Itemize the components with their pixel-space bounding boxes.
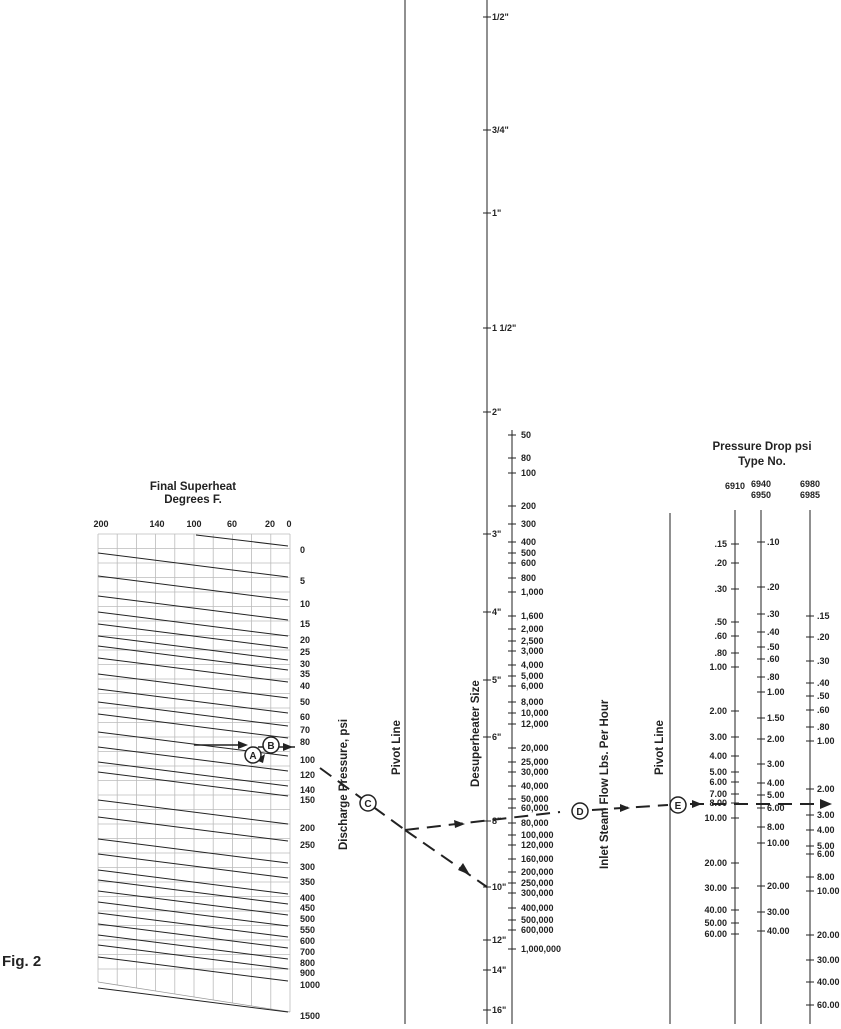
scale-6980-label: 10.00 (817, 886, 840, 896)
scale-6910-label: 20.00 (704, 858, 727, 868)
scale-6940-label: 8.00 (767, 822, 785, 832)
desuperheater-ticks (483, 12, 516, 1015)
discharge-pressure-label: 400 (300, 893, 316, 903)
discharge-pressure-label: 100 (300, 755, 316, 765)
scale-6910-label: 2.00 (709, 706, 727, 716)
steam-flow-label: 160,000 (521, 854, 554, 864)
arrow-after-e (692, 800, 702, 808)
discharge-pressure-label: 1000 (300, 980, 321, 990)
discharge-pressure-label: 700 (300, 947, 316, 957)
steam-flow-label: 1,000,000 (521, 944, 562, 954)
steam-flow-label: 10,000 (521, 708, 549, 718)
figure-label: Fig. 2 (2, 953, 42, 970)
discharge-pressure-label: 40 (300, 681, 311, 691)
scale-6910-label: .20 (714, 558, 727, 568)
superheat-label-140: 140 (149, 519, 165, 529)
scale-6910-label: 30.00 (704, 883, 727, 893)
point-e (670, 797, 686, 813)
scale-6980-label: 30.00 (817, 955, 840, 965)
steam-flow-label: 600 (521, 558, 537, 568)
discharge-pressure-label: 70 (300, 725, 311, 735)
discharge-pressure-label: 140 (300, 785, 316, 795)
discharge-pressure-label: 500 (300, 914, 316, 924)
steam-flow-label: 300 (521, 519, 537, 529)
steam-flow-label: 4,000 (521, 660, 544, 670)
scale-6980-label: 40.00 (817, 977, 840, 987)
scale-6980-label: 3.00 (817, 810, 835, 820)
desuperheater-label: 14" (492, 965, 507, 975)
type-6980-label: 6980 (799, 479, 821, 489)
steam-flow-label: 1,000 (521, 587, 544, 597)
scale-6910-label: .50 (714, 617, 727, 627)
type-6985-label: 6985 (799, 490, 821, 500)
pressure-line (98, 880, 288, 904)
discharge-pressure-label: 900 (300, 968, 316, 978)
steam-flow-label: 100 (521, 468, 537, 478)
pressure-line (98, 913, 288, 937)
scale-6980-label: .20 (817, 632, 830, 642)
scale-6980-label: 2.00 (817, 784, 835, 794)
pressure-line (98, 596, 288, 620)
superheat-grid (98, 534, 290, 1012)
scale-6980-label: 8.00 (817, 872, 835, 882)
steam-flow-label: 50,000 (521, 794, 549, 804)
arrow-to-10in (458, 863, 470, 875)
steam-flow-label: 1,600 (521, 611, 544, 621)
superheat-label-60: 60 (226, 519, 238, 529)
arrow-to-pivot2 (620, 804, 630, 812)
steam-flow-label: 5,000 (521, 671, 544, 681)
svg-text:C: C (364, 799, 372, 810)
scale-6940-label: 4.00 (767, 778, 785, 788)
svg-text:D: D (576, 807, 584, 818)
scale-6980-label: 20.00 (817, 930, 840, 940)
pressure-line (98, 839, 288, 863)
pressure-line (98, 636, 288, 660)
svg-text:E: E (674, 801, 682, 812)
pressure-line (98, 714, 288, 738)
desuperheater-label: 2" (492, 407, 502, 417)
svg-text:B: B (267, 741, 275, 752)
discharge-pressure-label: 5 (300, 576, 306, 586)
svg-text:A: A (249, 751, 257, 762)
discharge-pressure-label: 300 (300, 862, 316, 872)
scale-6980-label: .15 (817, 611, 830, 621)
scale-6940-label: 5.00 (767, 790, 785, 800)
pressure-line (98, 854, 288, 878)
pressure-line (98, 576, 288, 600)
steam-flow-label: 200,000 (521, 867, 554, 877)
scale-6910-label: 5.00 (709, 767, 727, 777)
discharge-pressure-label: 15 (300, 619, 311, 629)
superheat-top-labels (93, 519, 291, 529)
scale-6980-label: .30 (817, 656, 830, 666)
scale-6910-label: .30 (714, 584, 727, 594)
discharge-pressure-label: 25 (300, 647, 311, 657)
steam-flow-label: 200 (521, 501, 537, 511)
scale-6940-label: .80 (767, 672, 780, 682)
scale-6980-label: .80 (817, 722, 830, 732)
arrow-end (820, 799, 832, 809)
discharge-pressure-label: 0 (300, 545, 306, 555)
discharge-pressure-label: 150 (300, 795, 316, 805)
superheat-label-0: 0 (286, 519, 292, 529)
type-6950-label: 6950 (750, 490, 772, 500)
discharge-pressure-label: 120 (300, 770, 316, 780)
superheat-label-200: 200 (93, 519, 109, 529)
steam-flow-label: 2,500 (521, 636, 544, 646)
scale-6910-label: 3.00 (709, 732, 727, 742)
scale-6940-label: .40 (767, 627, 780, 637)
point-b (263, 737, 279, 753)
pressure-line (98, 553, 288, 577)
discharge-pressure-label: 50 (300, 697, 311, 707)
steam-flow-label: 40,000 (521, 781, 549, 791)
steam-flow-label: 500,000 (521, 915, 554, 925)
point-c (360, 795, 376, 811)
superheat-title-2: Degrees F. (164, 494, 222, 506)
scale-6940-label: 40.00 (767, 926, 790, 936)
desuperheater-label: 10" (492, 882, 507, 892)
scale-6940-label: 2.00 (767, 734, 785, 744)
pressure-line (98, 945, 288, 969)
desuperheater-label: 1/2" (492, 12, 509, 22)
pressure-line (98, 891, 288, 915)
desuperheater-title: Desuperheater Size (470, 680, 482, 787)
discharge-pressure-label: 20 (300, 635, 311, 645)
scale-6910-label: .60 (714, 631, 727, 641)
desuperheater-label: 3" (492, 529, 502, 539)
scale-6980-label: .40 (817, 678, 830, 688)
pressure-line (98, 924, 288, 948)
steam-flow-label: 6,000 (521, 681, 544, 691)
scale-6980-label: 5.00 (817, 841, 835, 851)
scale-6940-label: 3.00 (767, 759, 785, 769)
steam-flow-label: 12,000 (521, 719, 549, 729)
scale-6910-label: 8.00 (709, 798, 727, 808)
steam-flow-label: 8,000 (521, 697, 544, 707)
pressure-line (98, 988, 288, 1012)
steam-flow-label: 3,000 (521, 646, 544, 656)
pressure-line (98, 689, 288, 713)
discharge-pressure-label: 35 (300, 669, 311, 679)
pressure-drop-ticks (704, 537, 839, 1010)
scale-6940-label: 30.00 (767, 907, 790, 917)
type-6910-label: 6910 (724, 481, 746, 491)
pressure-line (98, 658, 288, 682)
steam-flow-label: 30,000 (521, 767, 549, 777)
steam-flow-label: 400 (521, 537, 537, 547)
superheat-title-1: Final Superheat (149, 481, 237, 493)
discharge-pressure-label: 10 (300, 599, 311, 609)
scale-6980-label: 1.00 (817, 736, 835, 746)
steam-flow-label: 500 (521, 548, 537, 558)
steam-flow-label: 100,000 (521, 830, 554, 840)
steam-flow-label: 800 (521, 573, 537, 583)
steam-flow-label: 80,000 (521, 818, 549, 828)
discharge-pressure-label: 350 (300, 877, 316, 887)
pressure-line (98, 935, 288, 959)
scale-6940-label: .50 (767, 642, 780, 652)
scale-6940-label: 10.00 (767, 838, 790, 848)
pressure-line (98, 624, 288, 648)
steam-flow-label: 400,000 (521, 903, 554, 913)
scale-6910-label: 4.00 (709, 751, 727, 761)
steam-flow-label: 25,000 (521, 757, 549, 767)
discharge-pressure-label: 1500 (300, 1011, 321, 1021)
pressure-line (98, 612, 288, 636)
scale-6940-label: .30 (767, 609, 780, 619)
steam-flow-label: 20,000 (521, 743, 549, 753)
pressure-line (98, 674, 288, 698)
desuperheater-label: 5" (492, 675, 502, 685)
desuperheater-label: 1 1/2" (492, 323, 517, 333)
desuperheater-label: 4" (492, 607, 502, 617)
path-pivot-10in (405, 830, 487, 887)
discharge-pressure-labels (300, 545, 320, 1021)
pressure-line (98, 902, 288, 926)
steam-flow-label: 600,000 (521, 925, 554, 935)
arrow-to-a (238, 741, 248, 749)
scale-6980-label: 4.00 (817, 825, 835, 835)
discharge-pressure-label: 600 (300, 936, 316, 946)
scale-6910-label: 10.00 (704, 813, 727, 823)
scale-6940-label: 6.00 (767, 803, 785, 813)
pressure-drop-title-1: Pressure Drop psi (712, 441, 812, 453)
arrow-b-right (283, 743, 293, 751)
scale-6910-label: 40.00 (704, 905, 727, 915)
scale-6910-label: 1.00 (709, 662, 727, 672)
scale-6910-label: .15 (714, 539, 727, 549)
steam-flow-label: 50 (521, 430, 532, 440)
discharge-pressure-label: 800 (300, 958, 316, 968)
scale-6980-label: 60.00 (817, 1000, 840, 1010)
pressure-line (196, 535, 288, 546)
scale-6940-label: 20.00 (767, 881, 790, 891)
scale-6940-label: .10 (767, 537, 780, 547)
steam-flow-label: 80 (521, 453, 532, 463)
discharge-pressure-label: 550 (300, 925, 316, 935)
arrow-to-8in (454, 820, 465, 828)
scale-6910-label: 50.00 (704, 918, 727, 928)
desuperheater-label: 6" (492, 732, 502, 742)
scale-6940-label: 1.50 (767, 713, 785, 723)
discharge-pressure-title: Discharge Pressure, psi (338, 718, 350, 850)
discharge-pressure-label: 450 (300, 903, 316, 913)
discharge-pressure-label: 80 (300, 737, 311, 747)
steam-flow-ticks (508, 430, 561, 954)
type-6940-label: 6940 (750, 479, 772, 489)
desuperheater-label: 3/4" (492, 125, 509, 135)
scale-6910-label: 60.00 (704, 929, 727, 939)
steam-flow-label: 250,000 (521, 878, 554, 888)
pressure-drop-title-2: Type No. (738, 456, 786, 468)
scale-6980-label: 6.00 (817, 849, 835, 859)
steam-flow-label: 2,000 (521, 624, 544, 634)
pivot-line-1-title: Pivot Line (391, 720, 403, 775)
scale-6980-label: .60 (817, 705, 830, 715)
desuperheater-label: 16" (492, 1005, 507, 1015)
scale-6940-label: 1.00 (767, 687, 785, 697)
scale-6910-label: .80 (714, 648, 727, 658)
scale-6910-label: 7.00 (709, 789, 727, 799)
point-d (572, 803, 588, 819)
scale-6940-label: .20 (767, 582, 780, 592)
superheat-label-20: 20 (264, 519, 276, 529)
discharge-pressure-label: 250 (300, 840, 316, 850)
desuperheater-label: 1" (492, 208, 502, 218)
steam-flow-label: 60,000 (521, 803, 549, 813)
steam-flow-label: 300,000 (521, 888, 554, 898)
discharge-pressure-label: 30 (300, 659, 311, 669)
discharge-pressure-label: 60 (300, 712, 311, 722)
scale-6910-label: 6.00 (709, 777, 727, 787)
pivot-line-2-title: Pivot Line (654, 720, 666, 775)
desuperheater-label: 12" (492, 935, 507, 945)
scale-6980-label: .50 (817, 691, 830, 701)
steam-flow-title: Inlet Steam Flow Lbs. Per Hour (599, 699, 611, 869)
steam-flow-label: 120,000 (521, 840, 554, 850)
desuperheater-label: 8" (492, 816, 502, 826)
scale-6940-label: .60 (767, 654, 780, 664)
point-a (245, 747, 261, 763)
discharge-pressure-label: 200 (300, 823, 316, 833)
pressure-line (98, 772, 288, 796)
superheat-label-100: 100 (186, 519, 202, 529)
